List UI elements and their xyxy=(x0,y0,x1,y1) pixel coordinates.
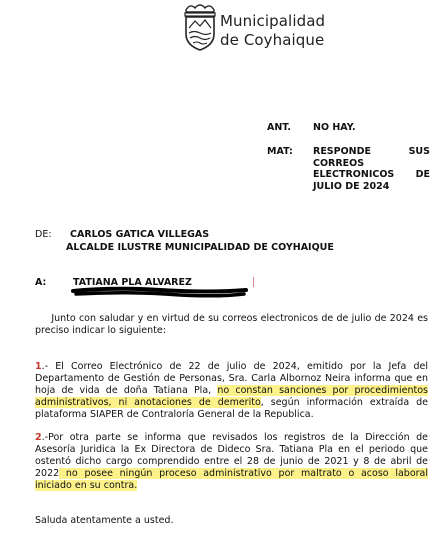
paragraph-1 xyxy=(35,361,428,421)
mat-line1-word1: RESPONDE xyxy=(313,146,372,157)
paragraph-2-highlight: no posee ningún proceso administrativo por maltrato o acoso laboral iniciado en su contra. xyxy=(35,468,428,491)
from-title: ALCALDE ILUSTRE MUNICIPALIDAD DE COYHAIQUE xyxy=(66,242,334,253)
brand-line-1: Municipalidad xyxy=(220,12,326,30)
intro-text: Junto con saludar y en virtud de su correos electronicos de de julio de 2024 es preciso indicar lo siguiente: xyxy=(35,313,428,336)
mat-line1-word2: SUS xyxy=(408,146,430,157)
brand-line-2: de Coyhaique xyxy=(220,31,325,49)
from-label: DE: xyxy=(35,229,52,240)
paragraph-1-highlight: no constan sanciones por procedimientos administrativos, ni anotaciones de demerito xyxy=(35,385,428,408)
redaction-scribble xyxy=(70,285,250,299)
municipal-crest-icon xyxy=(180,0,220,52)
ant-value: NO HAY. xyxy=(313,122,356,133)
mat-line4: JULIO DE 2024 xyxy=(313,180,390,192)
closing-line: Saluda atentamente a usted. xyxy=(35,515,174,526)
paragraph-2 xyxy=(35,432,428,492)
paragraph-2-text-a: .-Por otra parte se informa que revisados los registros de la Dirección de Asesoría Juridica la Ex Directora de Dideco Sra. Tatiana Pla en el periodo que ostentó dicho cargo comprendido entre el 28 de junio de 2021 y 8 de abril de 2022 xyxy=(35,432,428,479)
mat-line2: CORREOS xyxy=(313,157,365,169)
mat-line3-word1: ELECTRONICOS xyxy=(313,169,395,180)
mat-value xyxy=(313,146,430,192)
paragraph-2-number: 2 xyxy=(35,432,42,443)
to-label: A: xyxy=(35,277,47,288)
intro-paragraph xyxy=(35,313,428,337)
mat-label: MAT: xyxy=(267,146,293,157)
paragraph-1-number: 1 xyxy=(35,361,42,372)
ant-label: ANT. xyxy=(267,122,291,133)
brand-name xyxy=(220,12,325,50)
paragraph-1-text-a: .- El Correo Electrónico de 22 de julio de 2024, emitido por la Jefa del Departamento de Gestión de Personas, Sra. Carla Albornoz Neira informa que en hoja de vida de doña Tatiana Pla, xyxy=(35,361,428,396)
cursor-mark xyxy=(253,277,254,287)
to-name: TATIANA PLA ALVAREZ xyxy=(73,277,192,288)
mat-line3-word2: DE xyxy=(415,169,430,180)
from-name: CARLOS GATICA VILLEGAS xyxy=(70,229,210,240)
paragraph-1-text-b: , según información extraída de plataforma SIAPER de Contraloría General de la Republica. xyxy=(35,397,428,420)
